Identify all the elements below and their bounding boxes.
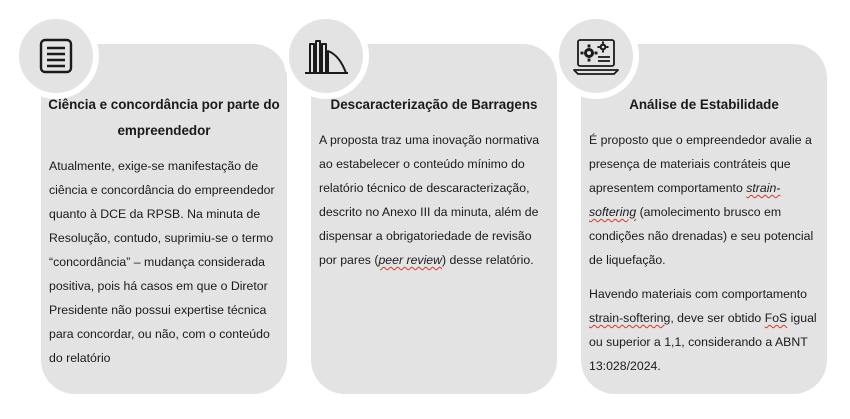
card-2-title: Descaracterização de Barragens xyxy=(330,97,538,112)
card-3-icon-circle xyxy=(553,13,639,99)
card-3-paragraph-1 xyxy=(589,128,821,272)
card-1-text xyxy=(49,154,281,370)
dam-icon xyxy=(302,36,350,76)
card-3-p2-after: igual ou superior a 1,1, considerando a ABNT 13:028/2024. xyxy=(589,311,817,373)
card-2-text-before: A proposta traz uma inovação normativa ao estabelecer o conteúdo mínimo do relatório técnico de descaracterização, descrito no Anexo III da minuta, além de dispensar a obrigatoriedade de revisão por pares ( xyxy=(319,133,540,267)
card-2-text xyxy=(319,128,551,272)
card-2-paragraph xyxy=(319,128,551,272)
card-2-peer-review: peer review xyxy=(378,253,443,267)
card-2-text-after: ) desse relatório. xyxy=(442,253,534,267)
card-3-p2-mid: , deve ser obtido xyxy=(670,311,765,325)
document-icon xyxy=(36,36,76,76)
card-1-paragraph: Atualmente, exige-se manifestação de ciência e concordância do empreendedor quanto à DCE da RPSB. Na minuta de Resolução, contudo, suprimiu-se o termo “concordância” – mudança considerada positiva, pois há casos em que o Diretor Presidente não possui expertise técnica para concordar, ou não, com o conteúdo do relatório xyxy=(49,159,275,365)
card-3-text xyxy=(589,128,821,378)
card-3-p1-before: É proposto que o empreendedor avalie a presença de materiais contráteis que apresentem comportamento xyxy=(589,133,812,195)
card-3-p2-before: Havendo materiais com comportamento xyxy=(589,287,808,301)
card-3-fos: FoS xyxy=(764,311,788,325)
card-3-strain-softering-term: strain-softering xyxy=(589,311,671,325)
card-1-title: Ciência e concordância por parte do empreendedor xyxy=(48,97,280,138)
card-3-strain-softering-em: strain-softering xyxy=(589,181,781,219)
card-3-title: Análise de Estabilidade xyxy=(629,97,779,112)
card-3-paragraph-2 xyxy=(589,282,821,378)
card-3-p1-after: (amolecimento brusco em condições não drenadas) e seu potencial de liquefação. xyxy=(589,205,814,267)
stability-analysis-icon xyxy=(572,35,620,77)
card-1-icon-circle xyxy=(13,13,99,99)
card-2-icon-circle xyxy=(283,13,369,99)
